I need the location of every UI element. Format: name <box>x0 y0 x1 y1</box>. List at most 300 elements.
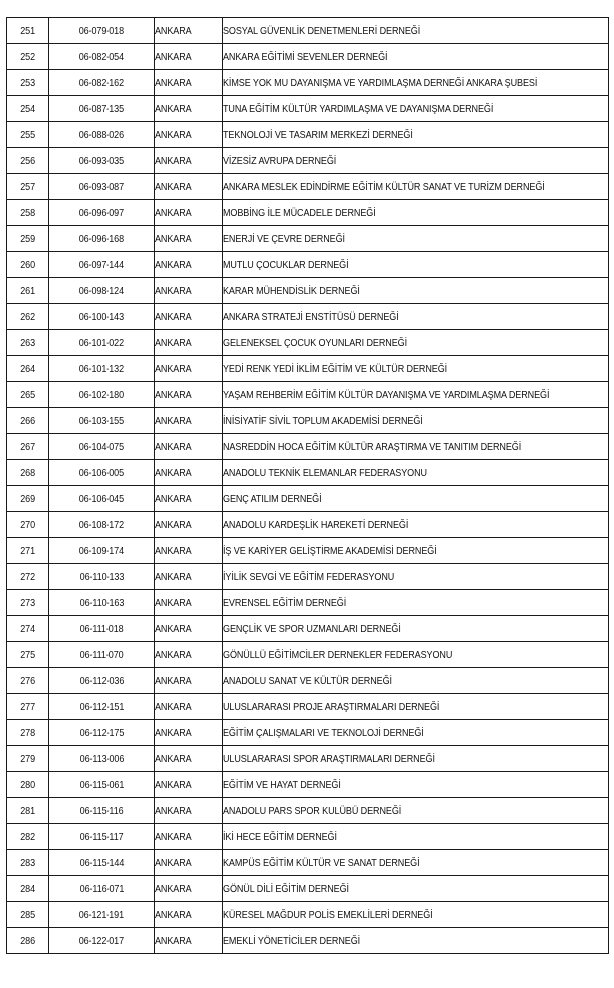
city: ANKARA <box>155 24 192 37</box>
association-name: İYİLİK SEVGİ VE EĞİTİM FEDERASYONU <box>223 570 395 583</box>
registry-code: 06-110-163 <box>79 596 124 609</box>
table-row <box>7 590 609 616</box>
city-cell <box>155 642 223 668</box>
association-name-cell <box>223 174 609 200</box>
city: ANKARA <box>155 778 192 791</box>
table-row <box>7 226 609 252</box>
registry-code-cell <box>49 434 155 460</box>
registry-code-cell <box>49 720 155 746</box>
association-name: EMEKLİ YÖNETİCİLER DERNEĞİ <box>223 934 361 947</box>
registry-code-cell <box>49 642 155 668</box>
registry-code: 06-106-005 <box>78 466 125 479</box>
city: ANKARA <box>155 258 192 271</box>
table-row <box>7 876 609 902</box>
city-cell <box>155 70 223 96</box>
association-name: ANADOLU KARDEŞLİK HAREKETİ DERNEĞİ <box>223 518 409 531</box>
registry-code: 06-112-151 <box>79 700 124 713</box>
city-cell <box>155 278 223 304</box>
table-row <box>7 564 609 590</box>
registry-code-cell <box>49 304 155 330</box>
registry-code: 06-100-143 <box>78 310 125 323</box>
row-number-cell <box>7 928 49 954</box>
city: ANKARA <box>155 856 192 869</box>
registry-code-cell <box>49 96 155 122</box>
registry-code: 06-096-168 <box>78 232 125 245</box>
row-number-cell <box>7 96 49 122</box>
registry-code: 06-098-124 <box>78 284 125 297</box>
table-row <box>7 928 609 954</box>
row-number: 278 <box>20 726 35 739</box>
association-name: KARAR MÜHENDİSLİK DERNEĞİ <box>223 284 360 297</box>
table-row <box>7 616 609 642</box>
association-name-cell <box>223 876 609 902</box>
registry-code: 06-108-172 <box>78 518 125 531</box>
table-row <box>7 720 609 746</box>
city: ANKARA <box>155 648 192 661</box>
city: ANKARA <box>155 206 192 219</box>
row-number-cell <box>7 616 49 642</box>
row-number: 254 <box>20 102 35 115</box>
association-name: EĞİTİM ÇALIŞMALARI VE TEKNOLOJİ DERNEĞİ <box>223 726 424 739</box>
row-number-cell <box>7 382 49 408</box>
association-name-cell <box>223 44 609 70</box>
registry-code-cell <box>49 876 155 902</box>
registry-code: 06-101-022 <box>78 336 125 349</box>
row-number-cell <box>7 330 49 356</box>
registry-code: 06-079-018 <box>78 24 125 37</box>
association-name: YAŞAM REHBERİM EĞİTİM KÜLTÜR DAYANIŞMA VE YARDIMLAŞMA DERNEĞİ <box>223 388 550 401</box>
association-name: KAMPÜS EĞİTİM KÜLTÜR VE SANAT DERNEĞİ <box>223 856 420 869</box>
city-cell <box>155 382 223 408</box>
table-row <box>7 278 609 304</box>
registry-code-cell <box>49 668 155 694</box>
association-name: GELENEKSEL ÇOCUK OYUNLARI DERNEĞİ <box>223 336 407 349</box>
city: ANKARA <box>155 440 192 453</box>
registry-code-cell <box>49 330 155 356</box>
registry-code-cell <box>49 122 155 148</box>
table-row <box>7 668 609 694</box>
registry-code: 06-101-132 <box>78 362 125 375</box>
association-name-cell <box>223 928 609 954</box>
city: ANKARA <box>155 310 192 323</box>
row-number-cell <box>7 460 49 486</box>
association-name-cell <box>223 382 609 408</box>
row-number-cell <box>7 174 49 200</box>
row-number: 280 <box>20 778 35 791</box>
city-cell <box>155 96 223 122</box>
association-name: ENERJİ VE ÇEVRE DERNEĞİ <box>223 232 345 245</box>
association-table <box>6 17 609 954</box>
registry-code-cell <box>49 460 155 486</box>
city-cell <box>155 226 223 252</box>
association-name: ANADOLU SANAT VE KÜLTÜR DERNEĞİ <box>223 674 392 687</box>
registry-code: 06-111-070 <box>79 648 124 661</box>
city: ANKARA <box>155 830 192 843</box>
association-name-cell <box>223 278 609 304</box>
association-name: TUNA EĞİTİM KÜLTÜR YARDIMLAŞMA VE DAYANIŞMA DERNEĞİ <box>223 102 494 115</box>
registry-code-cell <box>49 694 155 720</box>
association-name: NASREDDİN HOCA EĞİTİM KÜLTÜR ARAŞTIRMA VE TANITIM DERNEĞİ <box>223 440 522 453</box>
city-cell <box>155 876 223 902</box>
row-number-cell <box>7 70 49 96</box>
table-row <box>7 382 609 408</box>
city: ANKARA <box>155 76 192 89</box>
row-number-cell <box>7 408 49 434</box>
registry-code-cell <box>49 70 155 96</box>
table-row <box>7 330 609 356</box>
association-name-cell <box>223 330 609 356</box>
registry-code: 06-093-035 <box>78 154 125 167</box>
association-name: GENÇLİK VE SPOR UZMANLARI DERNEĞİ <box>223 622 401 635</box>
registry-code-cell <box>49 226 155 252</box>
association-name-cell <box>223 616 609 642</box>
row-number-cell <box>7 200 49 226</box>
city-cell <box>155 304 223 330</box>
row-number: 262 <box>20 310 35 323</box>
row-number: 274 <box>20 622 35 635</box>
row-number: 256 <box>20 154 35 167</box>
table-row <box>7 486 609 512</box>
registry-code-cell <box>49 486 155 512</box>
row-number: 283 <box>20 856 35 869</box>
table-body <box>7 18 609 954</box>
table-row <box>7 642 609 668</box>
city-cell <box>155 148 223 174</box>
table-row <box>7 824 609 850</box>
registry-code-cell <box>49 798 155 824</box>
city: ANKARA <box>155 232 192 245</box>
association-name: KİMSE YOK MU DAYANIŞMA VE YARDIMLAŞMA DERNEĞİ ANKARA ŞUBESİ <box>223 76 538 89</box>
association-name-cell <box>223 122 609 148</box>
city: ANKARA <box>155 622 192 635</box>
city: ANKARA <box>155 128 192 141</box>
association-name-cell <box>223 902 609 928</box>
table-row <box>7 200 609 226</box>
row-number-cell <box>7 486 49 512</box>
association-name-cell <box>223 772 609 798</box>
row-number: 269 <box>20 492 35 505</box>
association-name-cell <box>223 564 609 590</box>
city: ANKARA <box>155 362 192 375</box>
city: ANKARA <box>155 518 192 531</box>
association-name-cell <box>223 434 609 460</box>
row-number: 281 <box>20 804 35 817</box>
city-cell <box>155 928 223 954</box>
row-number-cell <box>7 902 49 928</box>
city: ANKARA <box>155 492 192 505</box>
city-cell <box>155 512 223 538</box>
row-number: 263 <box>20 336 35 349</box>
association-name: ULUSLARARASI SPOR ARAŞTIRMALARI DERNEĞİ <box>223 752 435 765</box>
registry-code: 06-115-116 <box>79 804 124 817</box>
registry-code-cell <box>49 928 155 954</box>
table-row <box>7 408 609 434</box>
registry-code: 06-106-045 <box>78 492 125 505</box>
city: ANKARA <box>155 284 192 297</box>
row-number-cell <box>7 434 49 460</box>
row-number: 285 <box>20 908 35 921</box>
registry-code: 06-112-175 <box>79 726 124 739</box>
city-cell <box>155 18 223 44</box>
registry-code: 06-113-006 <box>79 752 124 765</box>
table-row <box>7 252 609 278</box>
row-number: 253 <box>20 76 35 89</box>
registry-code-cell <box>49 772 155 798</box>
row-number: 277 <box>20 700 35 713</box>
registry-code-cell <box>49 564 155 590</box>
row-number-cell <box>7 590 49 616</box>
registry-code: 06-097-144 <box>78 258 125 271</box>
city-cell <box>155 772 223 798</box>
association-name: KÜRESEL MAĞDUR POLİS EMEKLİLERİ DERNEĞİ <box>223 908 433 921</box>
association-name-cell <box>223 746 609 772</box>
table-row <box>7 70 609 96</box>
table-row <box>7 850 609 876</box>
row-number: 252 <box>20 50 35 63</box>
row-number: 273 <box>20 596 35 609</box>
row-number-cell <box>7 694 49 720</box>
row-number: 279 <box>20 752 35 765</box>
association-name-cell <box>223 200 609 226</box>
registry-code: 06-087-135 <box>78 102 125 115</box>
association-name: İKİ HECE EĞİTİM DERNEĞİ <box>223 830 337 843</box>
row-number-cell <box>7 304 49 330</box>
association-name: İNİSİYATİF SİVİL TOPLUM AKADEMİSİ DERNEĞİ <box>223 414 423 427</box>
row-number: 257 <box>20 180 35 193</box>
table-row <box>7 902 609 928</box>
association-name: GÖNÜL DİLİ EĞİTİM DERNEĞİ <box>223 882 349 895</box>
association-name: YEDİ RENK YEDİ İKLİM EĞİTİM VE KÜLTÜR DERNEĞİ <box>223 362 448 375</box>
city-cell <box>155 538 223 564</box>
association-name-cell <box>223 408 609 434</box>
registry-code-cell <box>49 278 155 304</box>
association-name-cell <box>223 460 609 486</box>
registry-code: 06-103-155 <box>78 414 125 427</box>
registry-code: 06-096-097 <box>78 206 125 219</box>
row-number: 251 <box>20 24 35 37</box>
city-cell <box>155 824 223 850</box>
table-row <box>7 96 609 122</box>
registry-code-cell <box>49 18 155 44</box>
association-name-cell <box>223 720 609 746</box>
registry-code: 06-115-061 <box>79 778 124 791</box>
association-name-cell <box>223 642 609 668</box>
row-number-cell <box>7 44 49 70</box>
association-name: ANKARA EĞİTİMİ SEVENLER DERNEĞİ <box>223 50 388 63</box>
registry-code-cell <box>49 616 155 642</box>
city-cell <box>155 564 223 590</box>
association-name: ANADOLU TEKNİK ELEMANLAR FEDERASYONU <box>223 466 427 479</box>
association-name: TEKNOLOJİ VE TASARIM MERKEZİ DERNEĞİ <box>223 128 413 141</box>
table-row <box>7 746 609 772</box>
row-number: 259 <box>20 232 35 245</box>
registry-code-cell <box>49 148 155 174</box>
registry-code-cell <box>49 174 155 200</box>
row-number-cell <box>7 642 49 668</box>
row-number: 267 <box>20 440 35 453</box>
city-cell <box>155 694 223 720</box>
registry-code-cell <box>49 382 155 408</box>
row-number: 284 <box>20 882 35 895</box>
table-row <box>7 434 609 460</box>
row-number: 260 <box>20 258 35 271</box>
association-name-cell <box>223 668 609 694</box>
association-name-cell <box>223 70 609 96</box>
table-row <box>7 460 609 486</box>
row-number-cell <box>7 226 49 252</box>
city-cell <box>155 408 223 434</box>
registry-code: 06-122-017 <box>78 934 125 947</box>
registry-code: 06-110-133 <box>79 570 124 583</box>
registry-code: 06-111-018 <box>79 622 124 635</box>
city: ANKARA <box>155 180 192 193</box>
association-name-cell <box>223 538 609 564</box>
row-number-cell <box>7 850 49 876</box>
association-name: ULUSLARARASI PROJE ARAŞTIRMALARI DERNEĞİ <box>223 700 440 713</box>
row-number-cell <box>7 798 49 824</box>
city: ANKARA <box>155 544 192 557</box>
row-number: 272 <box>20 570 35 583</box>
association-name-cell <box>223 824 609 850</box>
city-cell <box>155 460 223 486</box>
row-number: 282 <box>20 830 35 843</box>
city-cell <box>155 356 223 382</box>
row-number: 270 <box>20 518 35 531</box>
city: ANKARA <box>155 414 192 427</box>
association-name-cell <box>223 18 609 44</box>
row-number: 276 <box>20 674 35 687</box>
city-cell <box>155 330 223 356</box>
registry-code: 06-109-174 <box>78 544 125 557</box>
table-row <box>7 694 609 720</box>
association-name-cell <box>223 798 609 824</box>
document-page <box>6 17 608 954</box>
table-row <box>7 798 609 824</box>
city-cell <box>155 44 223 70</box>
registry-code-cell <box>49 590 155 616</box>
table-row <box>7 304 609 330</box>
association-name-cell <box>223 304 609 330</box>
registry-code: 06-115-117 <box>79 830 124 843</box>
row-number: 255 <box>20 128 35 141</box>
registry-code-cell <box>49 746 155 772</box>
city-cell <box>155 174 223 200</box>
association-name: GÖNÜLLÜ EĞİTİMCİLER DERNEKLER FEDERASYONU <box>223 648 453 661</box>
city: ANKARA <box>155 726 192 739</box>
row-number: 266 <box>20 414 35 427</box>
row-number: 268 <box>20 466 35 479</box>
registry-code-cell <box>49 902 155 928</box>
row-number-cell <box>7 720 49 746</box>
city: ANKARA <box>155 908 192 921</box>
city-cell <box>155 590 223 616</box>
row-number: 261 <box>20 284 35 297</box>
city-cell <box>155 746 223 772</box>
table-row <box>7 174 609 200</box>
city-cell <box>155 798 223 824</box>
association-name: MUTLU ÇOCUKLAR DERNEĞİ <box>223 258 349 271</box>
association-name: EĞİTİM VE HAYAT DERNEĞİ <box>223 778 341 791</box>
table-row <box>7 356 609 382</box>
association-name-cell <box>223 590 609 616</box>
registry-code: 06-116-071 <box>79 882 124 895</box>
city-cell <box>155 616 223 642</box>
row-number-cell <box>7 668 49 694</box>
registry-code-cell <box>49 824 155 850</box>
city-cell <box>155 486 223 512</box>
association-name-cell <box>223 486 609 512</box>
association-name: VİZESİZ AVRUPA DERNEĞİ <box>223 154 337 167</box>
city: ANKARA <box>155 388 192 401</box>
row-number-cell <box>7 122 49 148</box>
row-number-cell <box>7 18 49 44</box>
registry-code-cell <box>49 850 155 876</box>
registry-code-cell <box>49 252 155 278</box>
city: ANKARA <box>155 674 192 687</box>
row-number-cell <box>7 512 49 538</box>
city: ANKARA <box>155 154 192 167</box>
association-name: EVRENSEL EĞİTİM DERNEĞİ <box>223 596 347 609</box>
row-number-cell <box>7 772 49 798</box>
registry-code: 06-115-144 <box>79 856 124 869</box>
table-row <box>7 44 609 70</box>
association-name: İŞ VE KARİYER GELİŞTİRME AKADEMİSİ DERNEĞİ <box>223 544 437 557</box>
row-number-cell <box>7 746 49 772</box>
table-row <box>7 512 609 538</box>
city-cell <box>155 434 223 460</box>
city: ANKARA <box>155 596 192 609</box>
city: ANKARA <box>155 882 192 895</box>
city: ANKARA <box>155 570 192 583</box>
row-number-cell <box>7 252 49 278</box>
city-cell <box>155 902 223 928</box>
row-number: 258 <box>20 206 35 219</box>
registry-code-cell <box>49 44 155 70</box>
table-row <box>7 122 609 148</box>
row-number-cell <box>7 824 49 850</box>
city: ANKARA <box>155 804 192 817</box>
registry-code-cell <box>49 538 155 564</box>
city: ANKARA <box>155 752 192 765</box>
city: ANKARA <box>155 934 192 947</box>
association-name-cell <box>223 512 609 538</box>
row-number: 264 <box>20 362 35 375</box>
association-name: ANKARA MESLEK EDİNDİRME EĞİTİM KÜLTÜR SANAT VE TURİZM DERNEĞİ <box>223 180 545 193</box>
city-cell <box>155 252 223 278</box>
registry-code: 06-104-075 <box>78 440 125 453</box>
table-row <box>7 18 609 44</box>
city-cell <box>155 720 223 746</box>
association-name-cell <box>223 850 609 876</box>
association-name: SOSYAL GÜVENLİK DENETMENLERİ DERNEĞİ <box>223 24 421 37</box>
association-name-cell <box>223 356 609 382</box>
association-name-cell <box>223 96 609 122</box>
registry-code: 06-093-087 <box>78 180 125 193</box>
registry-code: 06-082-162 <box>78 76 125 89</box>
row-number-cell <box>7 356 49 382</box>
registry-code: 06-082-054 <box>78 50 125 63</box>
city-cell <box>155 122 223 148</box>
registry-code: 06-088-026 <box>78 128 125 141</box>
city-cell <box>155 200 223 226</box>
association-name-cell <box>223 694 609 720</box>
city-cell <box>155 668 223 694</box>
association-name-cell <box>223 252 609 278</box>
registry-code-cell <box>49 512 155 538</box>
city: ANKARA <box>155 50 192 63</box>
registry-code-cell <box>49 200 155 226</box>
row-number: 286 <box>20 934 35 947</box>
